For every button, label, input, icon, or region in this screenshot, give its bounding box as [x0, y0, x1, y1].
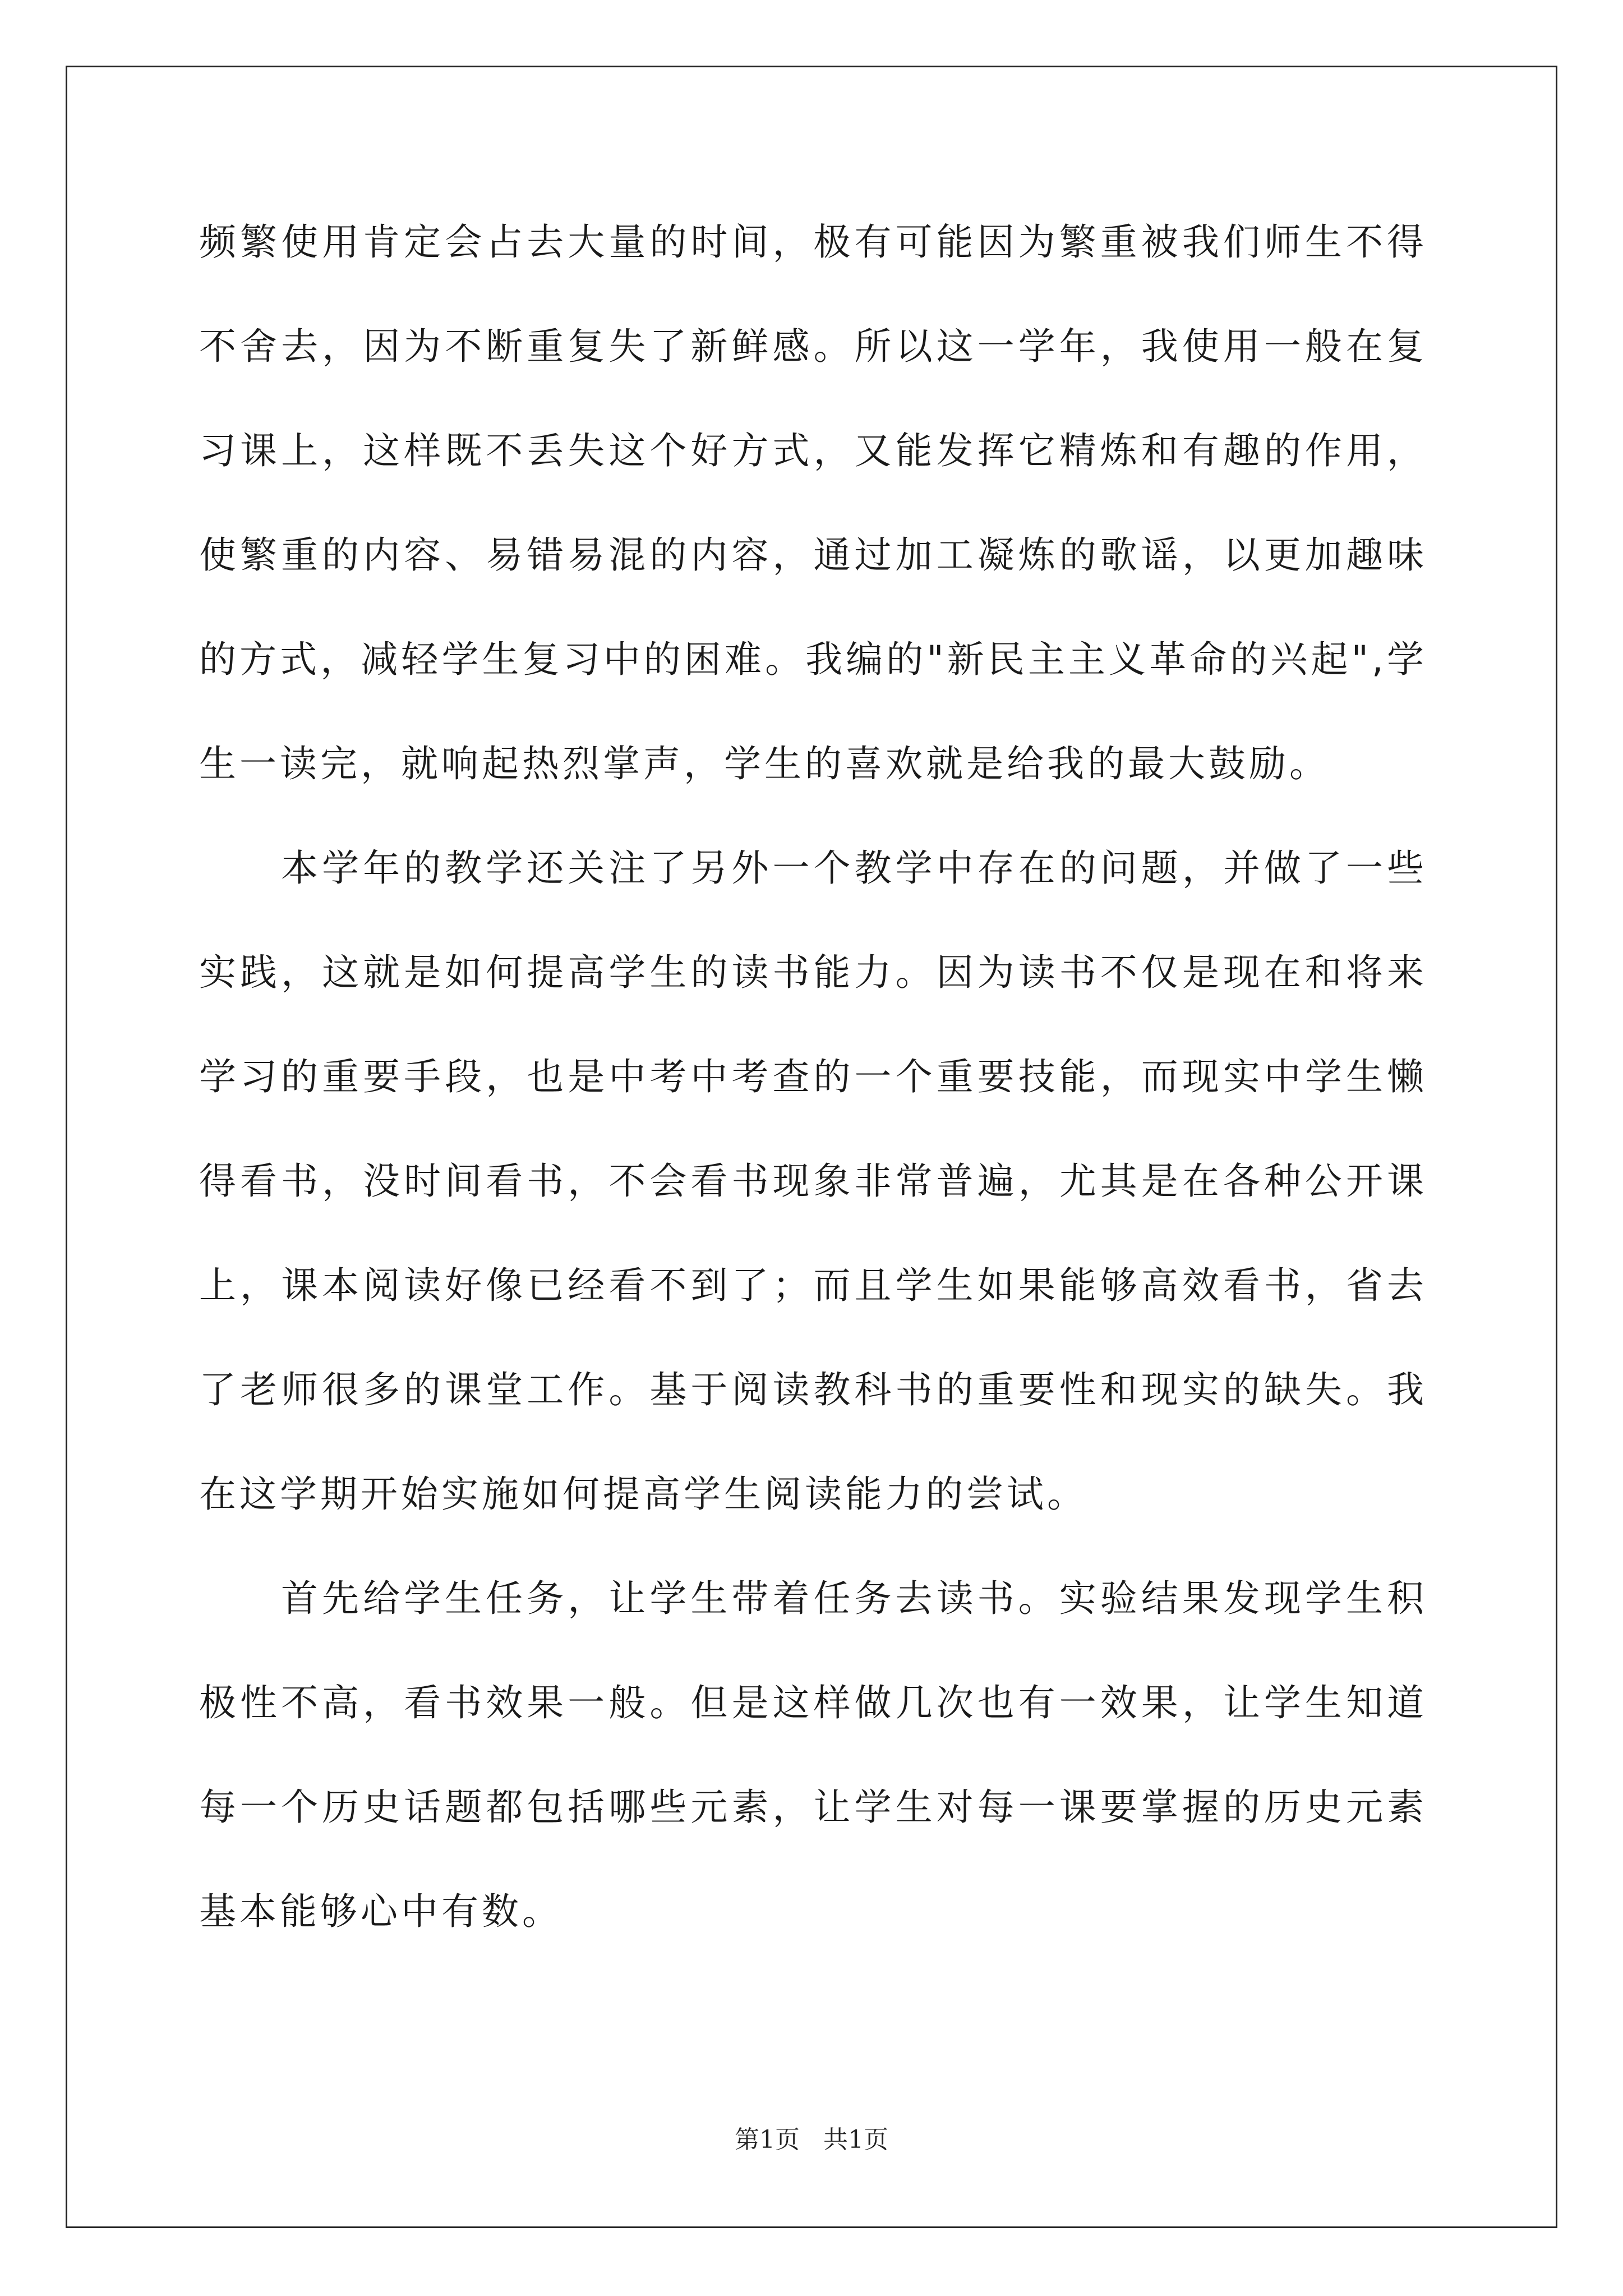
text-line: 首先给学生任务，让学生带着任务去读书。实验结果发现学生积: [281, 1577, 1427, 1620]
page-total: 共1页: [823, 2125, 888, 2154]
text-line: 本学年的教学还关注了另外一个教学中存在的问题，并做了一些: [281, 846, 1427, 890]
page-number: 第1页: [735, 2125, 800, 2154]
text-line: 生一读完，就响起热烈掌声，学生的喜欢就是给我的最大鼓励。: [199, 742, 1330, 785]
text-line: 基本能够心中有数。: [199, 1890, 562, 1933]
text-line: 在这学期开始实施如何提高学生阅读能力的尝试。: [199, 1473, 1087, 1516]
text-line: 了老师很多的课堂工作。基于阅读教科书的重要性和现实的缺失。我: [199, 1368, 1427, 1411]
paragraph-2: [199, 842, 1427, 1521]
document-body: [199, 216, 1427, 1990]
text-line: 学习的重要手段，也是中考中考查的一个重要技能，而现实中学生懒: [199, 1055, 1427, 1098]
paragraph-1: [199, 216, 1427, 790]
paragraph-3: [199, 1572, 1427, 1938]
text-line: 习课上，这样既不丢失这个好方式，又能发挥它精炼和有趣的作用，: [199, 429, 1427, 472]
page-footer: [0, 2119, 1623, 2155]
text-line: 不舍去，因为不断重复失了新鲜感。所以这一学年，我使用一般在复: [199, 325, 1427, 368]
text-line: 的方式，减轻学生复习中的困难。我编的"新民主主义革命的兴起",学: [199, 638, 1427, 681]
text-line: 上，课本阅读好像已经看不到了；而且学生如果能够高效看书，省去: [199, 1264, 1427, 1307]
text-line: 频繁使用肯定会占去大量的时间，极有可能因为繁重被我们师生不得: [199, 220, 1427, 264]
text-line: 极性不高，看书效果一般。但是这样做几次也有一效果，让学生知道: [199, 1681, 1427, 1724]
text-line: 实践，这就是如何提高学生的读书能力。因为读书不仅是现在和将来: [199, 951, 1427, 994]
text-line: 每一个历史话题都包括哪些元素，让学生对每一课要掌握的历史元素: [199, 1786, 1427, 1829]
text-line: 使繁重的内容、易错易混的内容，通过加工凝炼的歌谣，以更加趣味: [199, 533, 1427, 577]
text-line: 得看书，没时间看书，不会看书现象非常普遍，尤其是在各种公开课: [199, 1159, 1427, 1203]
